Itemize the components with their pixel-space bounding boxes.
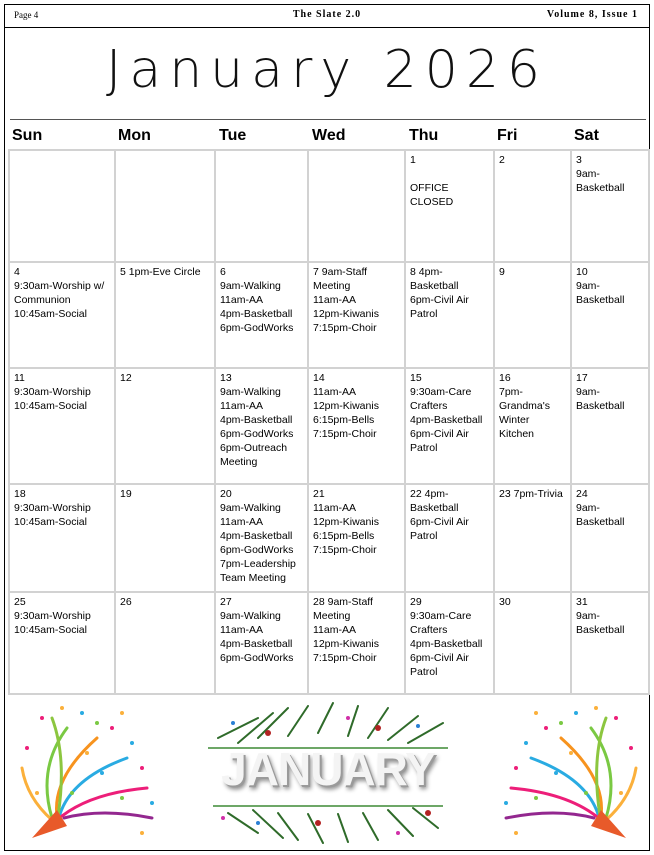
day-number: 11 [14, 372, 25, 384]
event-line: 4pm-Basketball [410, 414, 483, 426]
day-cell-5 [114, 261, 216, 369]
day-number: 6 [220, 266, 226, 278]
weekday-sun: Sun [12, 127, 43, 144]
event-line: 9:30am-Worship [14, 502, 91, 514]
event-line: 9am- [576, 502, 600, 514]
day-cell-3 [570, 149, 650, 263]
day-cell-14 [307, 367, 406, 485]
day-cell-31 [570, 591, 650, 695]
calendar-grid [8, 149, 648, 693]
day-cell-9 [493, 261, 572, 369]
day-cell-8 [404, 261, 495, 369]
event-line: 9am- [576, 168, 600, 180]
day-cell-21 [307, 483, 406, 593]
event-line: 12pm-Kiwanis [313, 400, 379, 412]
day-cell-29 [404, 591, 495, 695]
day-number: 26 [120, 596, 132, 608]
weekday-header-row [0, 127, 654, 149]
event-line: 10:45am-Social [14, 624, 87, 636]
event-line: 6pm-GodWorks [220, 322, 294, 334]
day-cell-12 [114, 367, 216, 485]
day-cell-6 [214, 261, 309, 369]
newsletter-header [4, 4, 650, 28]
day-cell-4 [8, 261, 116, 369]
event-line: 9:30am-Care [410, 386, 472, 398]
day-cell-26 [114, 591, 216, 695]
event-line: Basketball [576, 400, 625, 412]
event-line: Winter [499, 414, 530, 426]
day-cell-22 [404, 483, 495, 593]
empty-day-cell [307, 149, 406, 263]
day-cell-7 [307, 261, 406, 369]
day-cell-25 [8, 591, 116, 695]
day-number: 24 [576, 488, 588, 500]
event-line: 11am-AA [313, 502, 356, 514]
event-line: Kitchen [499, 428, 535, 440]
day-cell-18 [8, 483, 116, 593]
event-line: 9:30am-Worship [14, 610, 91, 622]
day-cell-19 [114, 483, 216, 593]
event-line: 6pm-GodWorks [220, 652, 294, 664]
event-line: 12pm-Kiwanis [313, 516, 379, 528]
day-number: 10 [576, 266, 588, 278]
event-line: Grandma's [499, 400, 551, 412]
event-line: 9am- [576, 280, 600, 292]
day-number: 9 [499, 266, 505, 278]
day-cell-27 [214, 591, 309, 695]
day-number: 18 [14, 488, 26, 500]
event-line: 12pm-Kiwanis [313, 638, 379, 650]
event-line: 9am-Walking [220, 280, 281, 292]
event-line: 6pm-Civil Air [410, 652, 469, 664]
confetti-popper-left-icon [12, 698, 162, 848]
day-number: 5 [120, 266, 126, 278]
publication-name: The Slate 2.0 [292, 9, 362, 20]
day-cell-13 [214, 367, 309, 485]
event-line: 10:45am-Social [14, 400, 87, 412]
day-cell-16 [493, 367, 572, 485]
day-number: 8 [410, 266, 416, 278]
day-cell-15 [404, 367, 495, 485]
event-line: Crafters [410, 624, 448, 636]
day-cell-2 [493, 149, 572, 263]
weekday-fri: Fri [497, 127, 518, 144]
event-line: Crafters [410, 400, 448, 412]
event-line: Basketball [576, 516, 625, 528]
event-line: 6pm-Civil Air [410, 516, 469, 528]
event-line: 6pm-GodWorks [220, 544, 294, 556]
event-line: 9am-Walking [220, 610, 281, 622]
weekday-thu: Thu [409, 127, 439, 144]
january-banner-artwork [8, 698, 646, 848]
day-number: 19 [120, 488, 132, 500]
day-cell-23 [493, 483, 572, 593]
event-line: 6pm-Civil Air [410, 428, 469, 440]
weekday-mon: Mon [118, 127, 151, 144]
day-number: 23 [499, 488, 511, 500]
event-line: Basketball [576, 182, 625, 194]
empty-day-cell [8, 149, 116, 263]
event-line: 4pm-Basketball [410, 488, 459, 514]
weekday-tue: Tue [219, 127, 247, 144]
event-line: 9am-Walking [220, 386, 281, 398]
event-line: 4pm-Basketball [220, 308, 293, 320]
event-line: 9am- [576, 610, 600, 622]
day-number: 25 [14, 596, 26, 608]
event-line: 7pm-Leadership [220, 558, 296, 570]
day-cell-17 [570, 367, 650, 485]
spacer [410, 167, 489, 181]
event-line: 6:15pm-Bells [313, 530, 375, 542]
event-line: 7:15pm-Choir [313, 652, 377, 664]
event-line: Patrol [410, 666, 438, 678]
event-line: 11am-AA [220, 294, 263, 306]
day-number: 27 [220, 596, 232, 608]
event-line: 6pm-GodWorks [220, 428, 294, 440]
event-line: 9am- [576, 386, 600, 398]
day-number: 7 [313, 266, 319, 278]
event-line: Meeting [220, 456, 258, 468]
event-line: 7:15pm-Choir [313, 428, 377, 440]
event-line: Team Meeting [220, 572, 286, 584]
event-line: 9am-Staff Meeting [313, 266, 368, 292]
event-line: CLOSED [410, 196, 454, 208]
event-line: 11am-AA [220, 516, 263, 528]
event-line: 1pm-Eve Circle [125, 266, 201, 278]
event-line: 11am-AA [220, 624, 263, 636]
event-line: 4pm-Basketball [410, 638, 483, 650]
january-banner-text: JANUARY [221, 743, 435, 795]
day-cell-30 [493, 591, 572, 695]
title-divider [10, 119, 646, 120]
day-number: 28 [313, 596, 325, 608]
day-number: 21 [313, 488, 325, 500]
event-line: Patrol [410, 308, 438, 320]
event-line: 11am-AA [220, 400, 263, 412]
event-line: 9am-Staff Meeting [313, 596, 373, 622]
event-line: Basketball [576, 624, 625, 636]
day-number: 2 [499, 154, 505, 166]
day-number: 4 [14, 266, 20, 278]
day-number: 13 [220, 372, 232, 384]
event-line: OFFICE [410, 182, 449, 194]
event-line: 11am-AA [313, 386, 356, 398]
event-line: 7pm- [499, 386, 523, 398]
day-number: 17 [576, 372, 588, 384]
event-line: 12pm-Kiwanis [313, 308, 379, 320]
day-cell-10 [570, 261, 650, 369]
event-line: 4pm-Basketball [220, 414, 293, 426]
event-line: 4pm-Basketball [220, 530, 293, 542]
event-line: 6:15pm-Bells [313, 414, 375, 426]
event-line: 9:30am-Worship w/ [14, 280, 105, 292]
day-number: 14 [313, 372, 325, 384]
day-cell-24 [570, 483, 650, 593]
event-line: 6pm-Outreach [220, 442, 288, 454]
day-number: 1 [410, 154, 416, 166]
event-line: Communion [14, 294, 71, 306]
day-cell-20 [214, 483, 309, 593]
empty-day-cell [114, 149, 216, 263]
weekday-sat: Sat [574, 127, 599, 144]
day-number: 30 [499, 596, 511, 608]
january-banner [198, 698, 458, 848]
event-line: 10:45am-Social [14, 308, 87, 320]
day-number: 29 [410, 596, 422, 608]
event-line: Basketball [576, 294, 625, 306]
event-line: 9am-Walking [220, 502, 281, 514]
empty-day-cell [214, 149, 309, 263]
confetti-popper-right-icon [496, 698, 646, 848]
event-line: Patrol [410, 530, 438, 542]
day-cell-28 [307, 591, 406, 695]
day-number: 22 [410, 488, 422, 500]
day-number: 31 [576, 596, 588, 608]
event-line: 11am-AA [313, 624, 356, 636]
event-line: 9:30am-Worship [14, 386, 91, 398]
event-line: 10:45am-Social [14, 516, 87, 528]
event-line: Patrol [410, 442, 438, 454]
event-line: 4pm-Basketball [220, 638, 293, 650]
volume-issue: Volume 8, Issue 1 [546, 9, 638, 20]
day-number: 12 [120, 372, 132, 384]
weekday-wed: Wed [312, 127, 346, 144]
day-number: 15 [410, 372, 422, 384]
day-number: 16 [499, 372, 511, 384]
day-cell-11 [8, 367, 116, 485]
event-line: 11am-AA [313, 294, 356, 306]
event-line: 4pm-Basketball [410, 266, 459, 292]
day-number: 3 [576, 154, 582, 166]
event-line: 7pm-Trivia [510, 488, 563, 500]
day-cell-1 [404, 149, 495, 263]
calendar-title: January 2026 [106, 40, 548, 100]
day-number: 20 [220, 488, 232, 500]
event-line: 7:15pm-Choir [313, 322, 377, 334]
event-line: 9:30am-Care [410, 610, 472, 622]
page-number: Page 4 [14, 10, 39, 20]
event-line: 7:15pm-Choir [313, 544, 377, 556]
event-line: 6pm-Civil Air [410, 294, 469, 306]
